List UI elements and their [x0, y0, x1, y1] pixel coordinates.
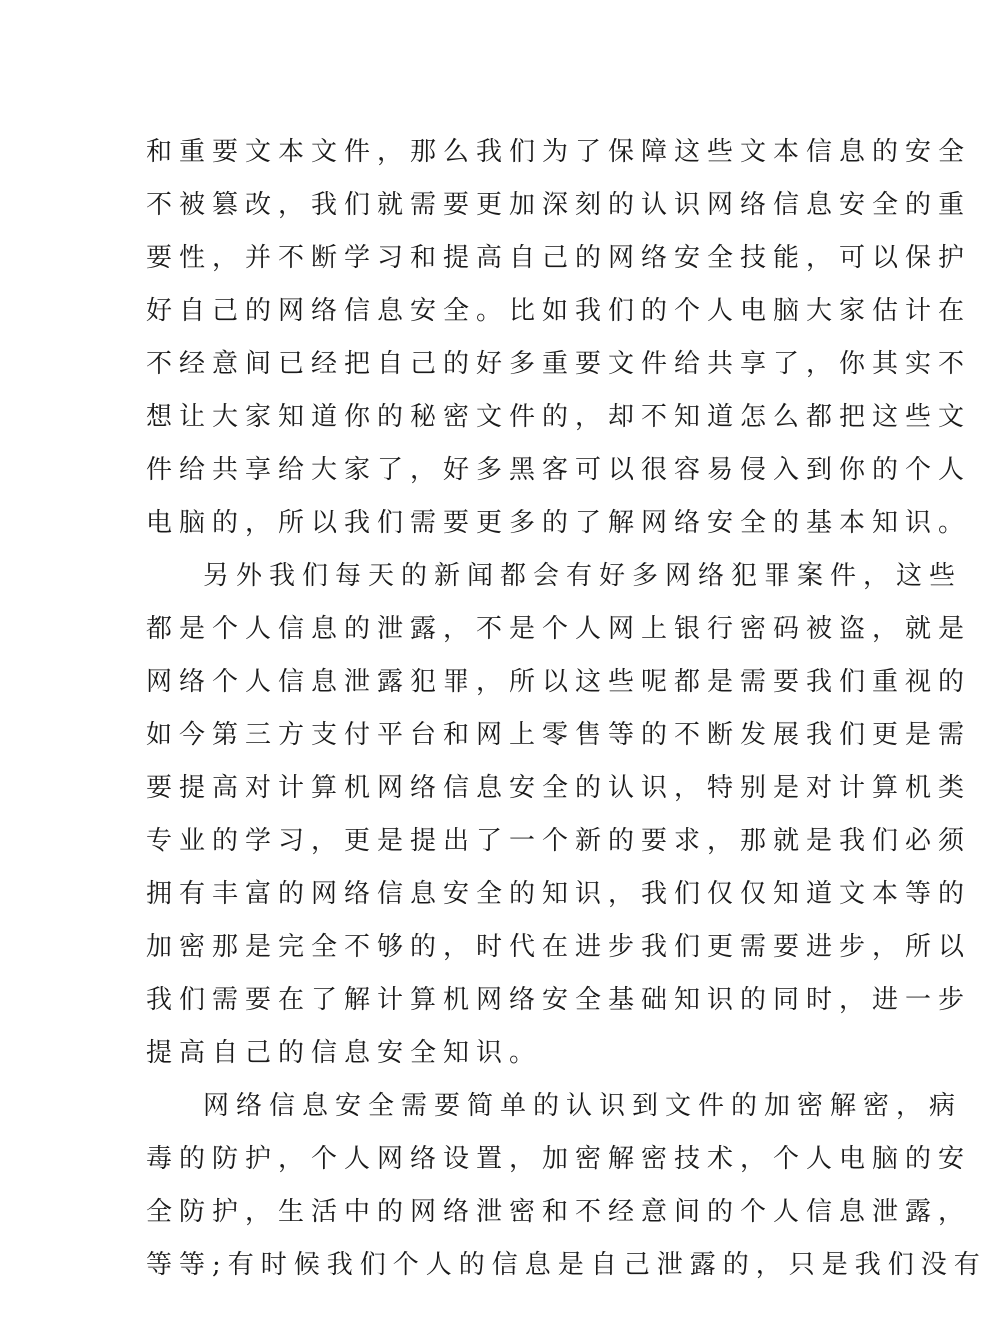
- text-line: 不被篡改，我们就需要更加深刻的认识网络信息安全的重: [146, 190, 972, 220]
- text-line: 毒的防护，个人网络设置，加密解密技术，个人电脑的安: [146, 1144, 972, 1174]
- text-line: 等等;有时候我们个人的信息是自己泄露的，只是我们没有: [146, 1250, 987, 1280]
- text-line: 加密那是完全不够的，时代在进步我们更需要进步，所以: [146, 932, 972, 962]
- text-line: 专业的学习，更是提出了一个新的要求，那就是我们必须: [146, 826, 972, 856]
- text-line: 电脑的，所以我们需要更多的了解网络安全的基本知识。: [146, 508, 972, 538]
- text-line: 不经意间已经把自己的好多重要文件给共享了，你其实不: [146, 349, 972, 379]
- text-line: 要性，并不断学习和提高自己的网络安全技能，可以保护: [146, 243, 972, 273]
- text-line: 如今第三方支付平台和网上零售等的不断发展我们更是需: [146, 720, 972, 750]
- text-line: 网络个人信息泄露犯罪，所以这些呢都是需要我们重视的: [146, 667, 972, 697]
- text-line: 好自己的网络信息安全。比如我们的个人电脑大家估计在: [146, 296, 972, 326]
- text-line: 要提高对计算机网络信息安全的认识，特别是对计算机类: [146, 773, 972, 803]
- text-line: 我们需要在了解计算机网络安全基础知识的同时，进一步: [146, 985, 972, 1015]
- paragraph-first-line: 网络信息安全需要简单的认识到文件的加密解密，病: [203, 1091, 963, 1121]
- text-line: 件给共享给大家了，好多黑客可以很容易侵入到你的个人: [146, 455, 972, 485]
- text-line: 拥有丰富的网络信息安全的知识，我们仅仅知道文本等的: [146, 879, 972, 909]
- text-line: 全防护，生活中的网络泄密和不经意间的个人信息泄露，: [146, 1197, 972, 1227]
- paragraph-first-line: 另外我们每天的新闻都会有好多网络犯罪案件，这些: [203, 561, 963, 591]
- text-line: 和重要文本文件，那么我们为了保障这些文本信息的安全: [146, 137, 972, 167]
- body-text: [146, 126, 987, 1292]
- text-line: 都是个人信息的泄露，不是个人网上银行密码被盗，就是: [146, 614, 972, 644]
- text-line: 想让大家知道你的秘密文件的，却不知道怎么都把这些文: [146, 402, 972, 432]
- text-line: 提高自己的信息安全知识。: [146, 1038, 543, 1068]
